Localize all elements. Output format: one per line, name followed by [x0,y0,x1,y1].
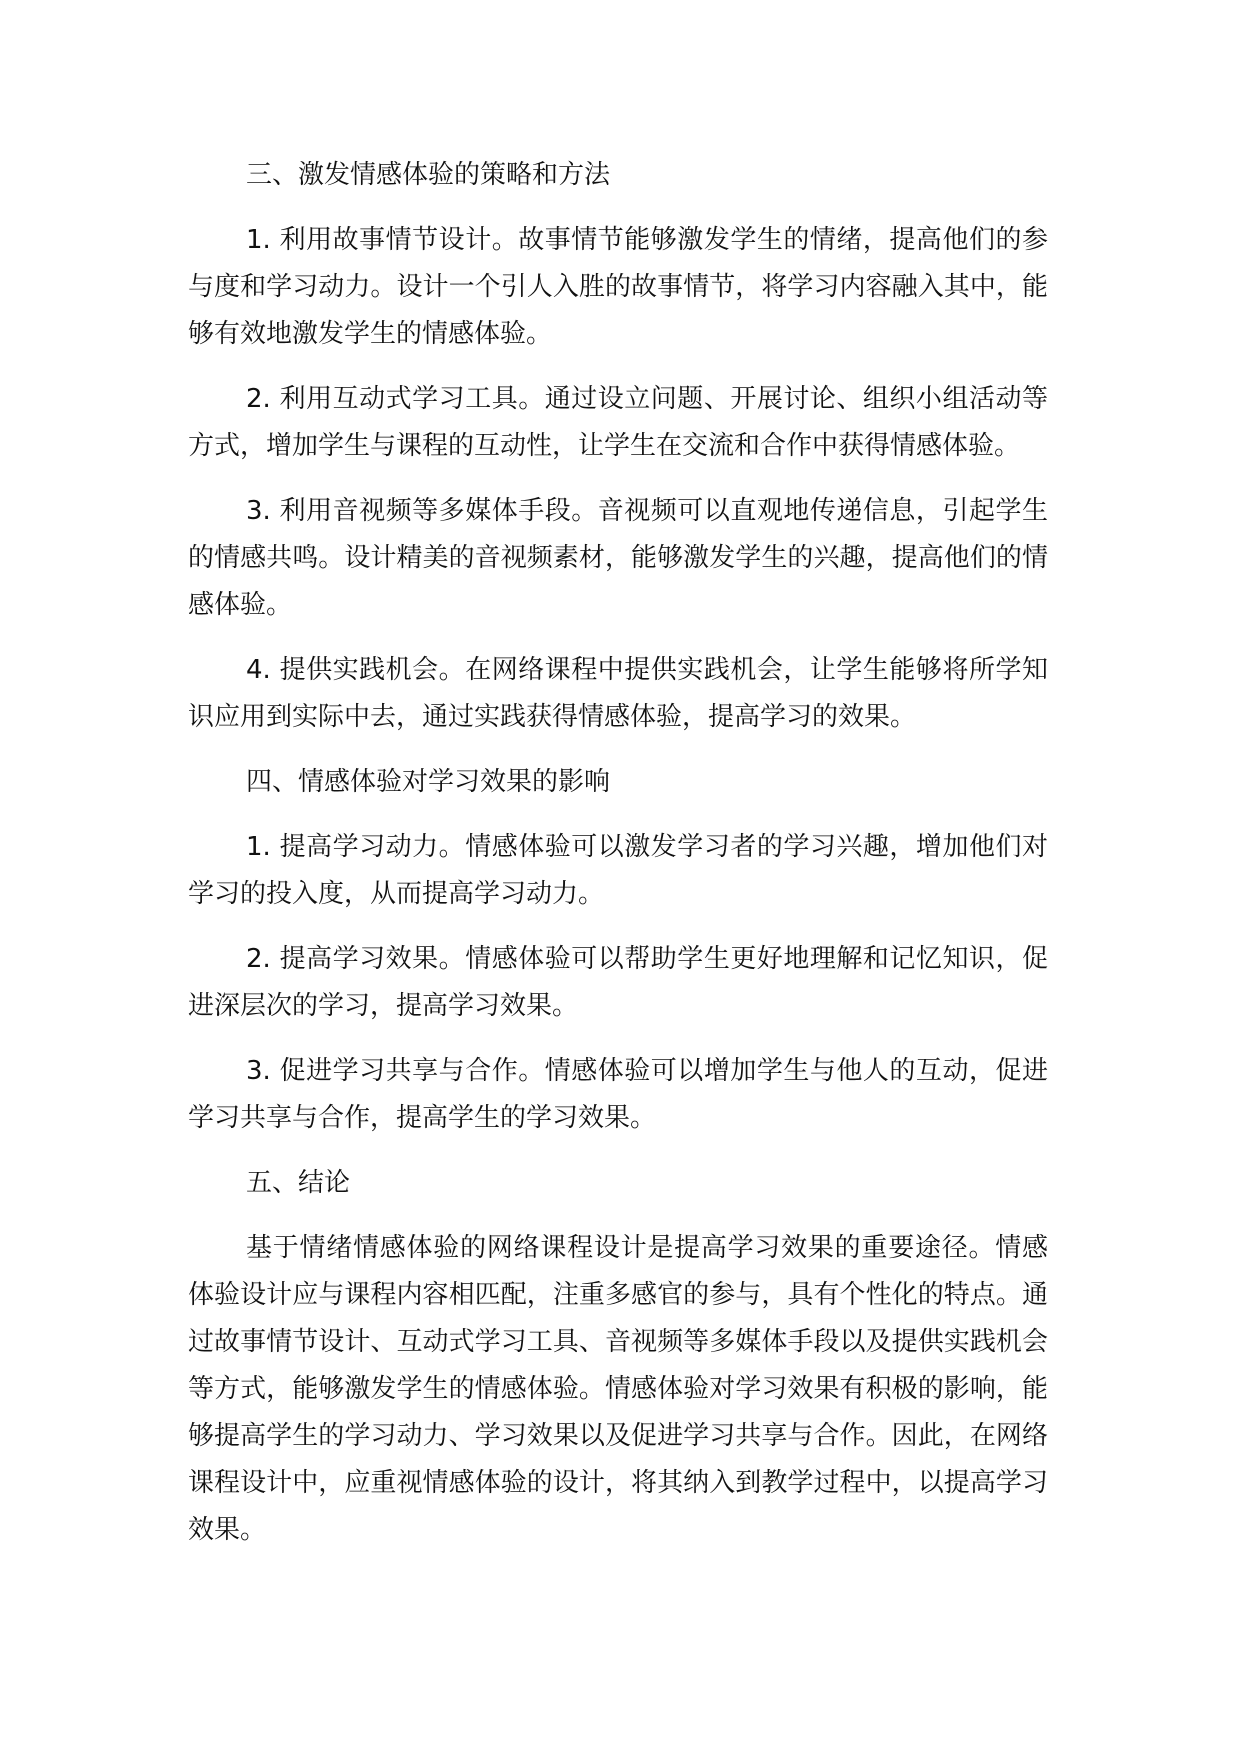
paragraph-conclusion: 基于情绪情感体验的网络课程设计是提高学习效果的重要途径。情感体验设计应与课程内容相匹配，注重多感官的参与，具有个性化的特点。通过故事情节设计、互动式学习工具、音视频等多媒体手段以及提供实践机会等方式，能够激发学生的情感体验。情感体验对学习效果有积极的影响，能够提高学生的学习动力、学习效果以及促进学习共享与合作。因此，在网络课程设计中，应重视情感体验的设计，将其纳入到教学过程中，以提高学习效果。 [188,1233,1048,1545]
paragraph-impact-1: 1. 提高学习动力。情感体验可以激发学习者的学习兴趣，增加他们对学习的投入度，从而提高学习动力。 [188,832,1048,909]
paragraph-strategy-2: 2. 利用互动式学习工具。通过设立问题、开展讨论、组织小组活动等方式，增加学生与课程的互动性，让学生在交流和合作中获得情感体验。 [188,384,1048,461]
paragraph-impact-2: 2. 提高学习效果。情感体验可以帮助学生更好地理解和记忆知识，促进深层次的学习，提高学习效果。 [188,944,1048,1021]
paragraph-strategy-3: 3. 利用音视频等多媒体手段。音视频可以直观地传递信息，引起学生的情感共鸣。设计精美的音视频素材，能够激发学生的兴趣，提高他们的情感体验。 [188,496,1048,620]
section-heading-conclusion: 五、结论 [246,1168,351,1198]
section-heading-strategies: 三、激发情感体验的策略和方法 [246,160,611,190]
paragraph-strategy-4: 4. 提供实践机会。在网络课程中提供实践机会，让学生能够将所学知识应用到实际中去，通过实践获得情感体验，提高学习的效果。 [188,655,1048,732]
section-heading-impact: 四、情感体验对学习效果的影响 [246,767,611,797]
paragraph-impact-3: 3. 促进学习共享与合作。情感体验可以增加学生与他人的互动，促进学习共享与合作，提高学生的学习效果。 [188,1056,1048,1133]
paragraph-strategy-1: 1. 利用故事情节设计。故事情节能够激发学生的情绪，提高他们的参与度和学习动力。设计一个引人入胜的故事情节，将学习内容融入其中，能够有效地激发学生的情感体验。 [188,225,1048,349]
document-body [188,152,1048,1554]
